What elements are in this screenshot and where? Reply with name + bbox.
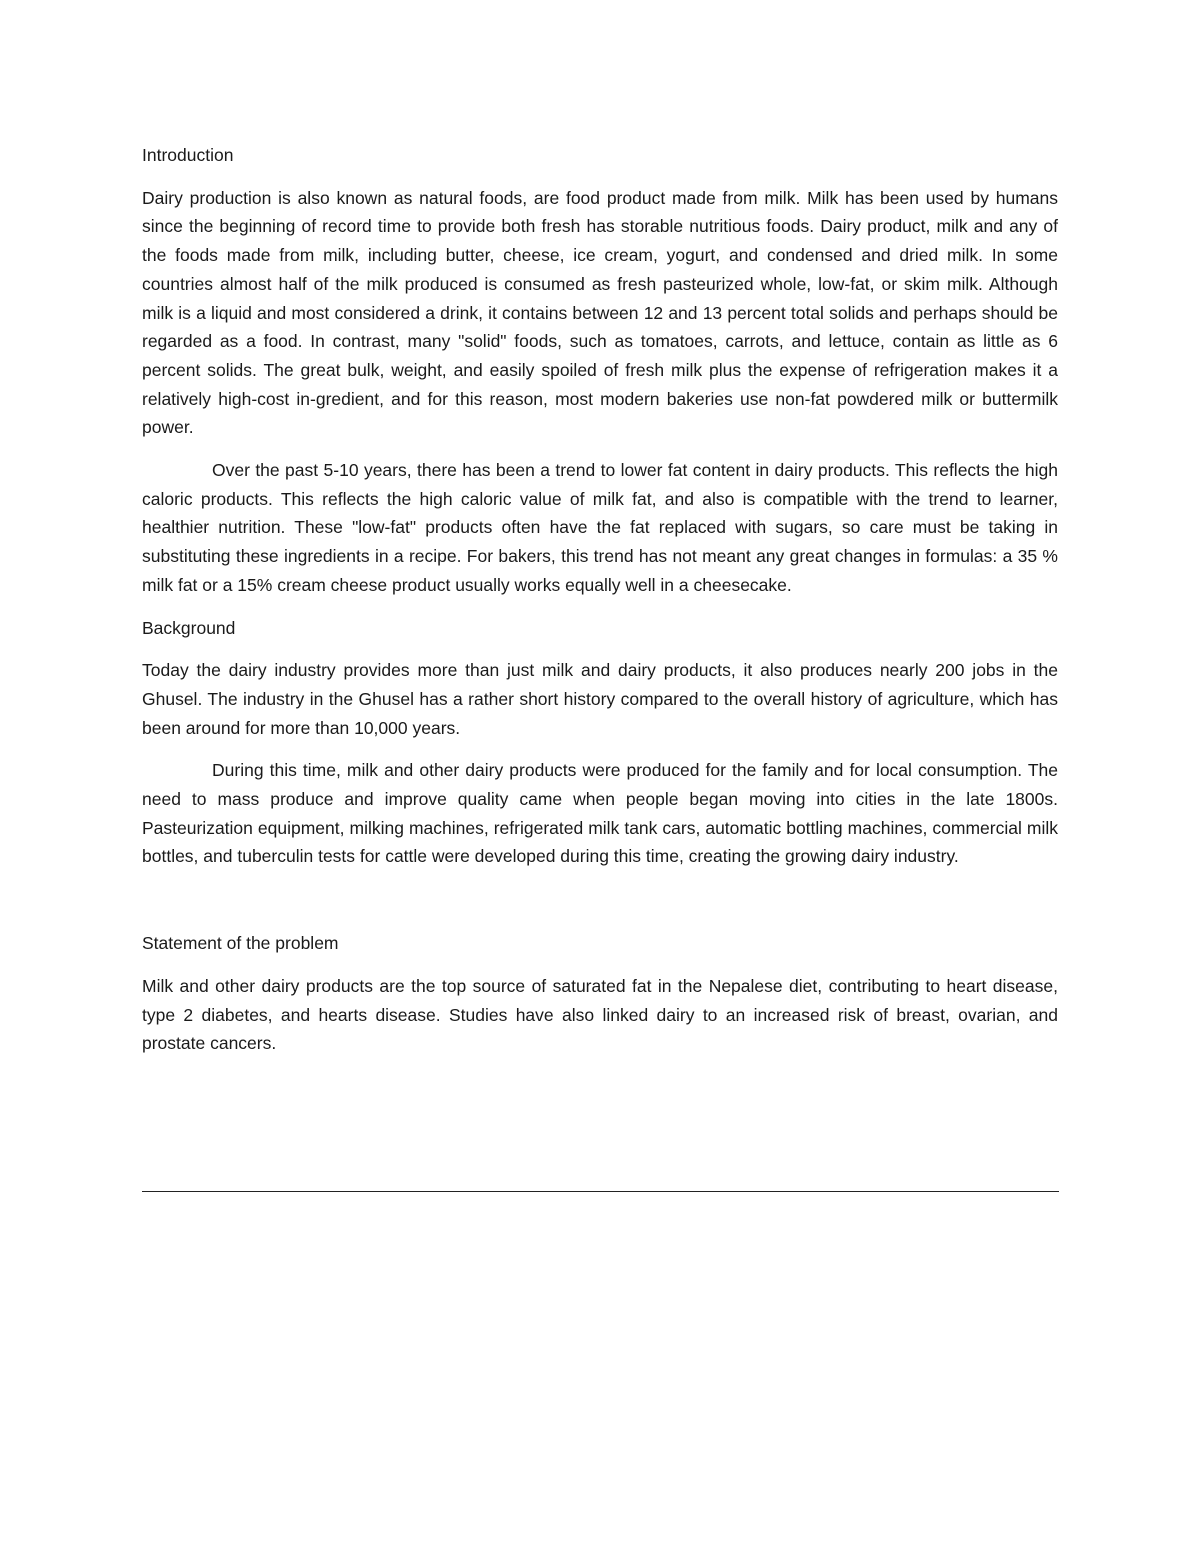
- background-paragraph-2: During this time, milk and other dairy products were produced for the family and for local consumption. The need to mass produce and improve quality came when people began moving into cities in the late 1800s. Pasteurization equipment, milking machines, refrigerated milk tank cars, automatic bottling machines, commercial milk bottles, and tuberculin tests for cattle were developed during this time, creating the growing dairy industry.: [142, 760, 1058, 867]
- document-body: [142, 141, 1058, 1072]
- introduction-paragraph-1: Dairy production is also known as natural foods, are food product made from milk. Milk has been used by humans since the beginning of record time to provide both fresh has storable nutritious foods. Dairy product, milk and any of the foods made from milk, including butter, cheese, ice cream, yogurt, and condensed and dried milk. In some countries almost half of the milk produced is consumed as fresh pasteurized whole, low-fat, or skim milk. Although milk is a liquid and most considered a drink, it contains between 12 and 13 percent total solids and perhaps should be regarded as a food. In contrast, many "solid" foods, such as tomatoes, carrots, and lettuce, contain as little as 6 percent solids. The great bulk, weight, and easily spoiled of fresh milk plus the expense of refrigeration makes it a relatively high-cost in-gredient, and for this reason, most modern bakeries use non-fat powdered milk or buttermilk power.: [142, 187, 1058, 438]
- introduction-heading: Introduction: [142, 145, 234, 165]
- background-paragraph-1: Today the dairy industry provides more than just milk and dairy products, it also produces nearly 200 jobs in the Ghusel. The industry in the Ghusel has a rather short history compared to the overall history of agriculture, which has been around for more than 10,000 years.: [142, 660, 1058, 738]
- background-heading: Background: [142, 617, 236, 638]
- horizontal-rule: [142, 1191, 1059, 1192]
- section-spacer: [142, 885, 1058, 929]
- problem-statement-heading: Statement of the problem: [142, 933, 339, 954]
- problem-statement-paragraph: Milk and other dairy products are the top source of saturated fat in the Nepalese diet, contributing to heart disease, type 2 diabetes, and hearts disease. Studies have also linked dairy to an increased risk of breast, ovarian, and prostate cancers.: [142, 975, 1058, 1054]
- introduction-paragraph-2: Over the past 5-10 years, there has been a trend to lower fat content in dairy products. This reflects the high caloric products. This reflects the high caloric value of milk fat, and also is compatible with the trend to learner, healthier nutrition. These "low-fat" products often have the fat replaced with sugars, so care must be taking in substituting these ingredients in a recipe. For bakers, this trend has not meant any great changes in formulas: a 35 % milk fat or a 15% cream cheese product usually works equally well in a cheesecake.: [142, 460, 1058, 595]
